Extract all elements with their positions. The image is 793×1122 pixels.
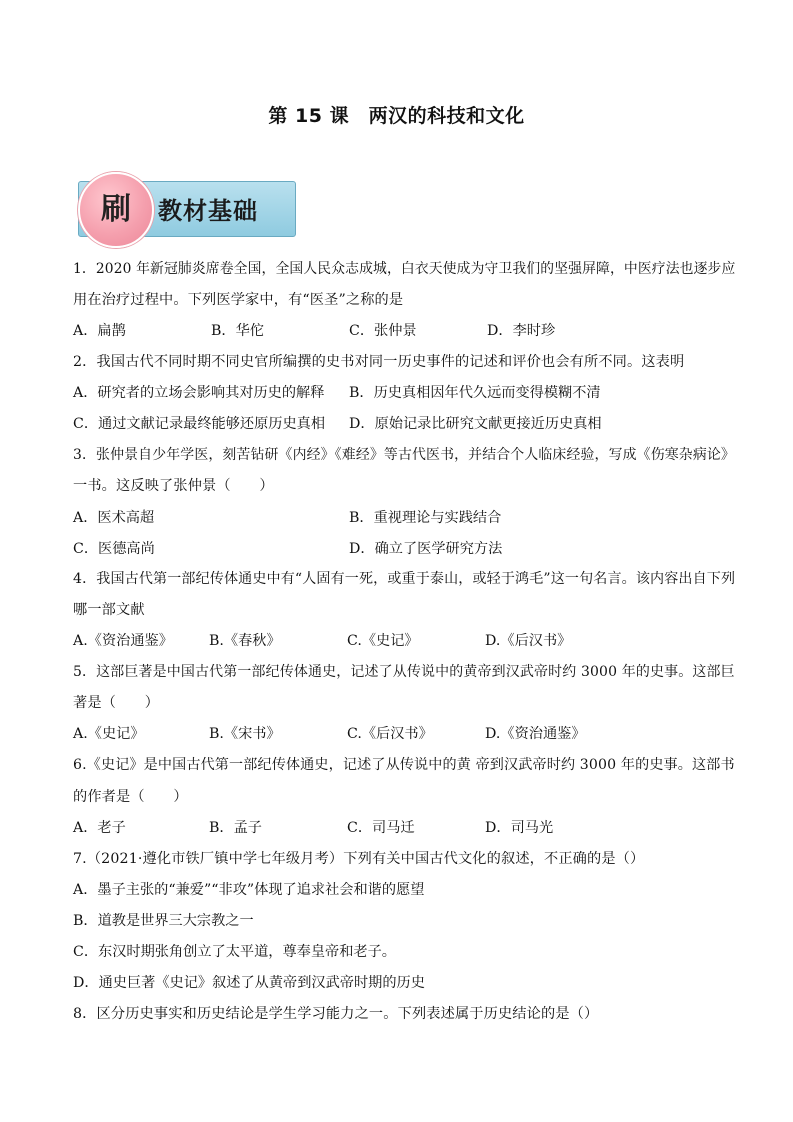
q4-option-b: B.《春秋》 — [209, 633, 281, 649]
q3-line-2: 一书。这反映了张仲景（ ） — [73, 478, 274, 494]
q8-line-1: 8．区分历史事实和历史结论是学生学习能力之一。下列表述属于历史结论的是（） — [73, 1006, 599, 1022]
banner-char: 刷 — [101, 192, 131, 227]
q7-line-1: 7.（2021·遵化市铁厂镇中学七年级月考）下列有关中国古代文化的叙述，不正确的是（） — [73, 851, 645, 867]
q1-option-d: D．李时珍 — [487, 323, 556, 339]
q6-option-d: D．司马光 — [485, 820, 554, 836]
q6-line-2: 的作者是（ ） — [73, 789, 188, 805]
q7-option-c: C．东汉时期张角创立了太平道，尊奉皇帝和老子。 — [73, 944, 396, 960]
q3-option-d: D．确立了医学研究方法 — [349, 541, 503, 557]
q3-line-1: 3．张仲景自少年学医，刻苦钻研《内经》《难经》等古代医书，并结合个人临床经验，写成《伤寒杂病论》 — [73, 447, 735, 463]
q3-option-b: B．重视理论与实践结合 — [349, 510, 502, 526]
q2-option-a: A．研究者的立场会影响其对历史的解释 — [73, 385, 325, 401]
q1-line-1: 1．2020 年新冠肺炎席卷全国，全国人民众志成城，白衣天使成为守卫我们的坚强屏障，中医疗法也逐步应 — [73, 261, 736, 277]
lesson-title: 第 15 课 两汉的科技和文化 — [268, 105, 525, 127]
q4-option-d: D.《后汉书》 — [485, 633, 572, 649]
q6-option-a: A．老子 — [73, 820, 126, 836]
q7-option-a: A．墨子主张的“兼爱”“非攻”体现了追求社会和谐的愿望 — [73, 882, 425, 898]
q7-option-b: B．道教是世界三大宗教之一 — [73, 913, 254, 929]
q1-option-a: A．扁鹊 — [73, 323, 126, 339]
q2-option-b: B．历史真相因年代久远而变得模糊不清 — [349, 385, 601, 401]
q1-line-2: 用在治疗过程中。下列医学家中，有“医圣”之称的是 — [73, 292, 404, 308]
q5-line-2: 著是（ ） — [73, 695, 160, 711]
q6-line-1: 6.《史记》是中国古代第一部纪传体通史，记述了从传说中的黄 帝到汉武帝时约 3000 年的史事。这部书 — [73, 757, 735, 773]
banner-circle-badge — [78, 172, 154, 248]
section-banner — [78, 176, 296, 238]
q3-option-a: A．医术高超 — [73, 510, 155, 526]
q5-option-a: A.《史记》 — [73, 726, 145, 742]
banner-label: 教材基础 — [158, 197, 258, 225]
q6-option-b: B．孟子 — [209, 820, 262, 836]
q7-option-d: D．通史巨著《史记》叙述了从黄帝到汉武帝时期的历史 — [73, 975, 425, 991]
q5-line-1: 5．这部巨著是中国古代第一部纪传体通史，记述了从传说中的黄帝到汉武帝时约 3000 年的史事。这部巨 — [73, 664, 735, 680]
q1-option-b: B．华佗 — [211, 323, 264, 339]
q1-option-c: C．张仲景 — [349, 323, 417, 339]
q5-option-b: B.《宋书》 — [209, 726, 281, 742]
q5-option-c: C.《后汉书》 — [347, 726, 433, 742]
q4-line-1: 4．我国古代第一部纪传体通史中有“人固有一死，或重于泰山，或轻于鸿毛”这一句名言。该内容出自下列 — [73, 571, 736, 587]
q4-line-2: 哪一部文献 — [73, 602, 145, 618]
q5-option-d: D.《资治通鉴》 — [485, 726, 586, 742]
q4-option-a: A.《资治通鉴》 — [73, 633, 173, 649]
q6-option-c: C．司马迁 — [347, 820, 415, 836]
q4-option-c: C.《史记》 — [347, 633, 419, 649]
q2-option-d: D．原始记录比研究文献更接近历史真相 — [349, 416, 602, 432]
q3-option-c: C．医德高尚 — [73, 541, 155, 557]
q2-line-1: 2．我国古代不同时期不同史官所编撰的史书对同一历史事件的记述和评价也会有所不同。这表明 — [73, 354, 685, 370]
q2-option-c: C．通过文献记录最终能够还原历史真相 — [73, 416, 326, 432]
